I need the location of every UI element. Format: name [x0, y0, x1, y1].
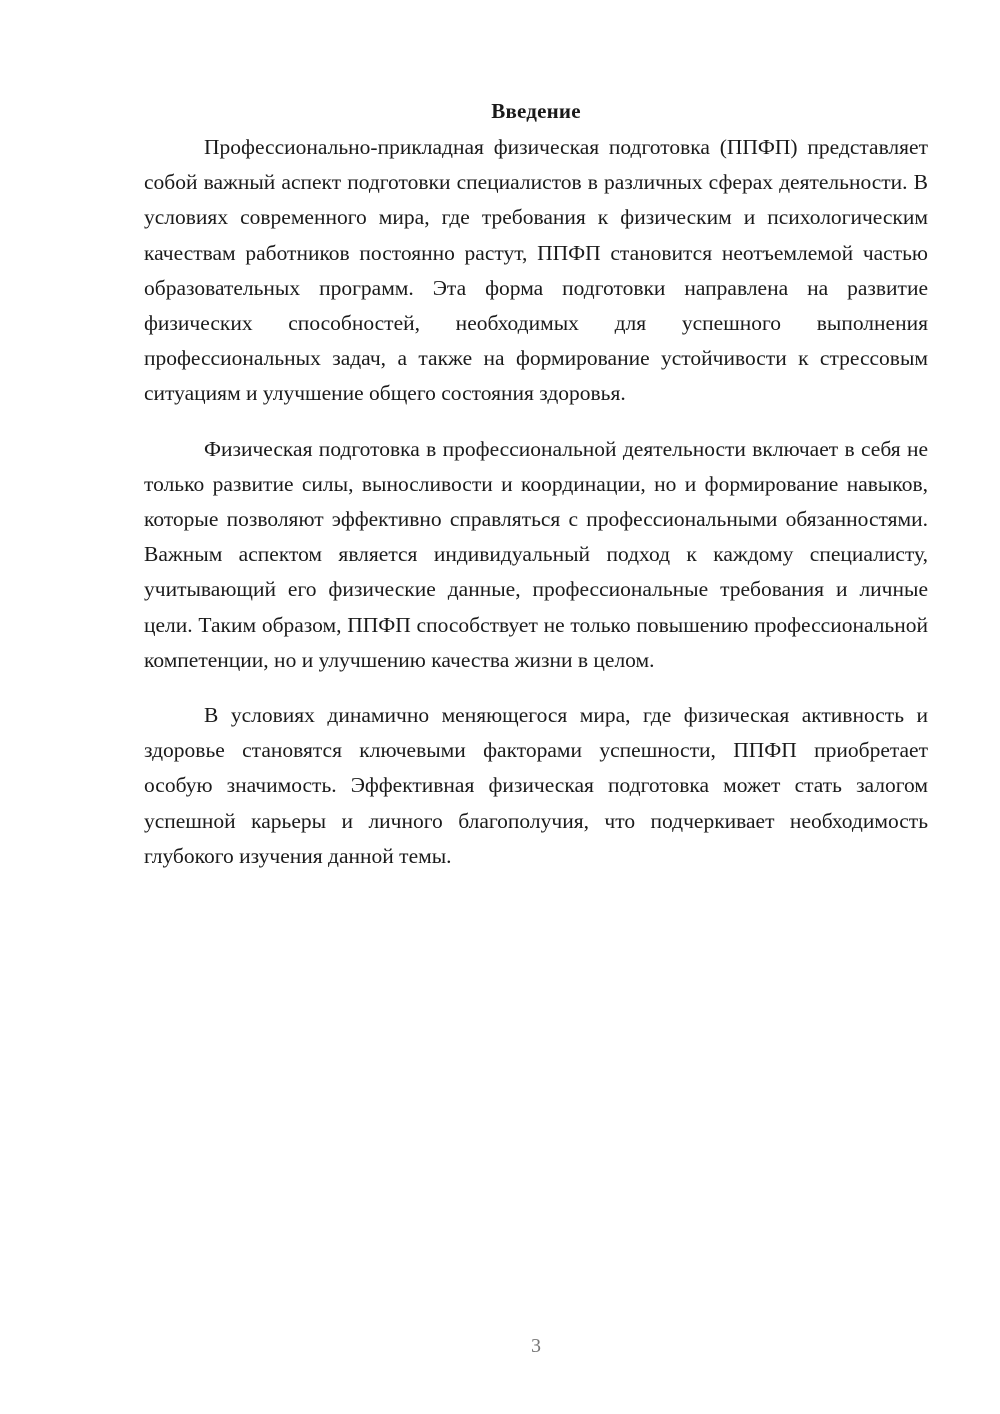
- page-content: [144, 96, 928, 874]
- section-title: Введение: [491, 99, 581, 123]
- paragraph-3: В условиях динамично меняющегося мира, где физическая активность и здоровье становятся ключевыми факторами успешности, ППФП приобретает особую значимость. Эффективная физическая подготовка может стать залогом успешной карьеры и личного благополучия, что подчеркивает необходимость глубокого изучения данной темы.: [144, 703, 928, 868]
- paragraph-2: Физическая подготовка в профессиональной деятельности включает в себя не только развитие силы, выносливости и координации, но и формирование навыков, которые позволяют эффективно справляться с профессиональными обязанностями. Важным аспектом является индивидуальный подход к каждому специалисту, учитывающий его физические данные, профессиональные требования и личные цели. Таким образом, ППФП способствует не только повышению профессиональной компетенции, но и улучшению качества жизни в целом.: [144, 436, 928, 672]
- page-number: 3: [531, 1335, 541, 1357]
- paragraph-1: Профессионально-прикладная физическая подготовка (ППФП) представляет собой важный аспект подготовки специалистов в различных сферах деятельности. В условиях современного мира, где требования к физическим и психологическим качествам работников постоянно растут, ППФП становится неотъемлемой частью образовательных программ. Эта форма подготовки направлена на развитие физических способностей, необходимых для успешного выполнения профессиональных задач, а также на формирование устойчивости к стрессовым ситуациям и улучшение общего состояния здоровья.: [144, 135, 928, 406]
